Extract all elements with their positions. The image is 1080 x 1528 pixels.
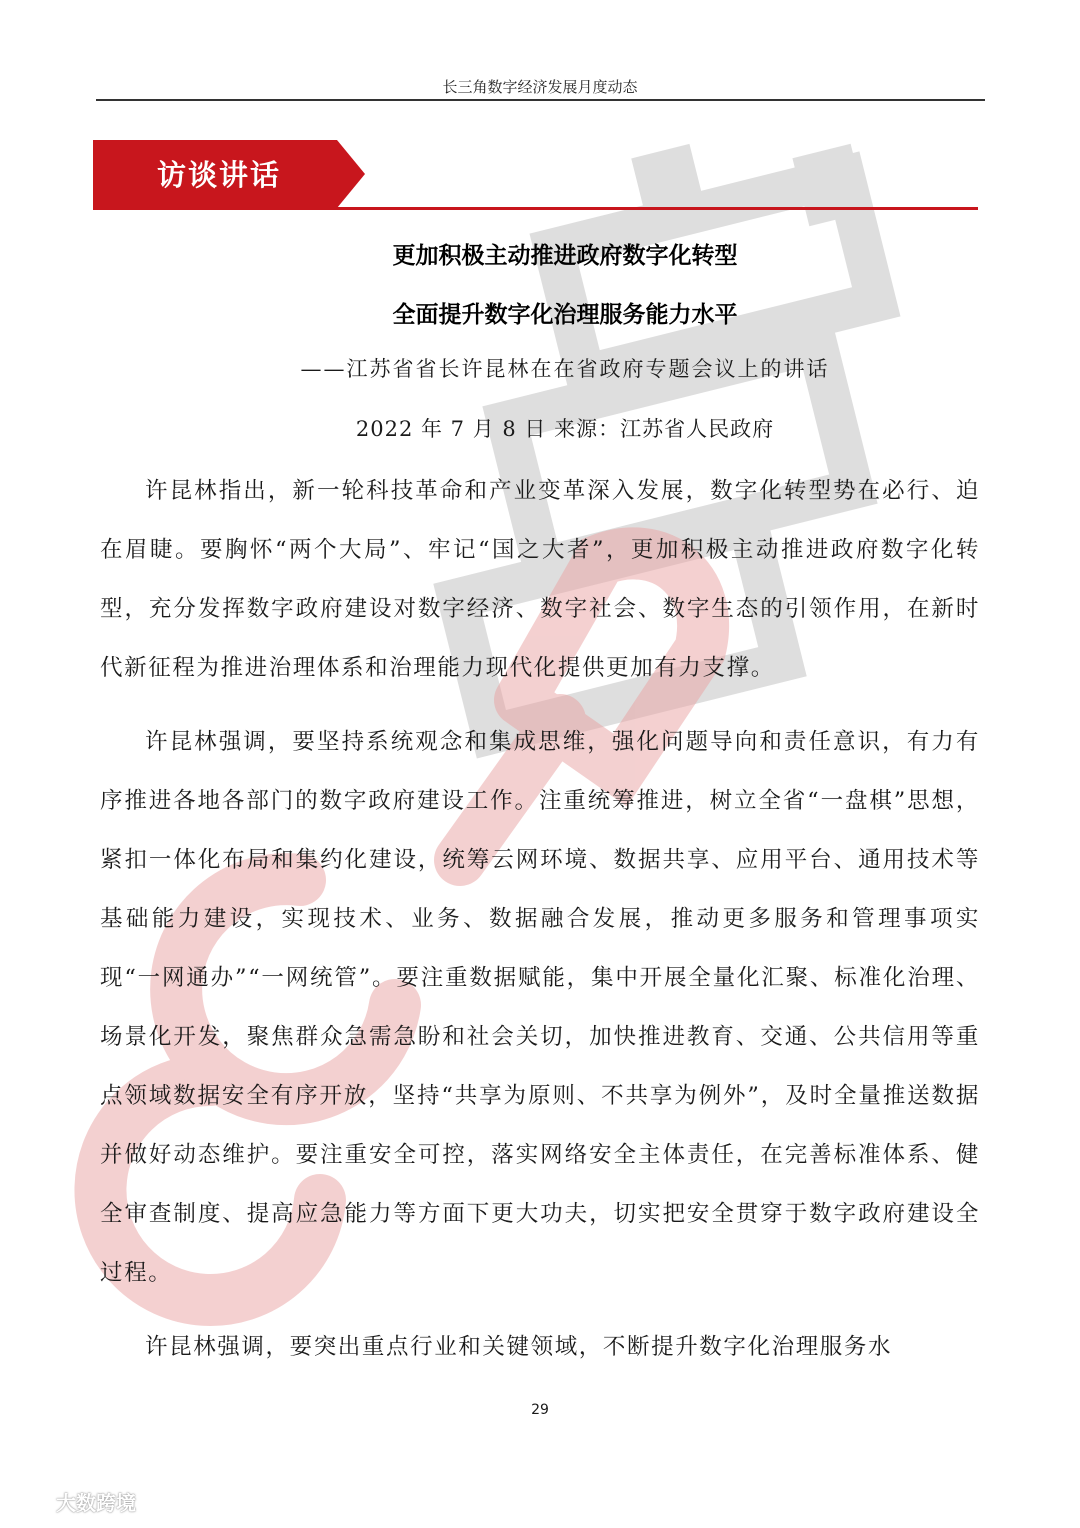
source-watermark bbox=[12, 1487, 136, 1513]
article-dateline: 2022 年 7 月 8 日 来源：江苏省人民政府 bbox=[355, 417, 775, 441]
section-divider bbox=[93, 207, 978, 210]
running-header: 长三角数字经济发展月度动态 bbox=[442, 78, 638, 96]
article-body bbox=[100, 462, 980, 1392]
brand-logo-icon bbox=[12, 1494, 52, 1516]
page-number: 29 bbox=[531, 1402, 549, 1418]
brand-name: 大数跨境 bbox=[56, 1491, 136, 1515]
article-title-line2: 全面提升数字化治理服务能力水平 bbox=[392, 302, 738, 328]
article-title-line1: 更加积极主动推进政府数字化转型 bbox=[392, 243, 738, 269]
section-label: 访谈讲话 bbox=[157, 158, 282, 192]
paragraph: 许昆林指出，新一轮科技革命和产业变革深入发展，数字化转型势在必行、迫在眉睫。要胸怀“两个大局”、牢记“国之大者”，更加积极主动推进政府数字化转型，充分发挥数字政府建设对数字经济、数字社会、数字生态的引领作用，在新时代新征程为推进治理体系和治理能力现代化提供更加有力支撑。 bbox=[100, 478, 980, 681]
header-divider bbox=[96, 99, 985, 101]
paragraph: 许昆林强调，要突出重点行业和关键领域，不断提升数字化治理服务水 bbox=[145, 1334, 893, 1360]
paragraph: 许昆林强调，要坚持系统观念和集成思维，强化问题导向和责任意识，有力有序推进各地各部门的数字政府建设工作。注重统筹推进，树立全省“一盘棋”思想，紧扣一体化布局和集约化建设，统筹云网环境、数据共享、应用平台、通用技术等基础能力建设，实现技术、业务、数据融合发展，推动更多服务和管理事项实现“一网通办”“一网统管”。要注重数据赋能，集中开展全量化汇聚、标准化治理、场景化开发，聚焦群众急需急盼和社会关切，加快推进教育、交通、公共信用等重点领域数据安全有序开放，坚持“共享为原则、不共享为例外”，及时全量推送数据并做好动态维护。要注重安全可控，落实网络安全主体责任，在完善标准体系、健全审查制度、提高应急能力等方面下更大功夫，切实把安全贯穿于数字政府建设全过程。 bbox=[100, 729, 980, 1286]
article-subtitle: ——江苏省省长许昆林在在省政府专题会议上的讲话 bbox=[300, 357, 830, 381]
section-banner bbox=[93, 140, 365, 208]
